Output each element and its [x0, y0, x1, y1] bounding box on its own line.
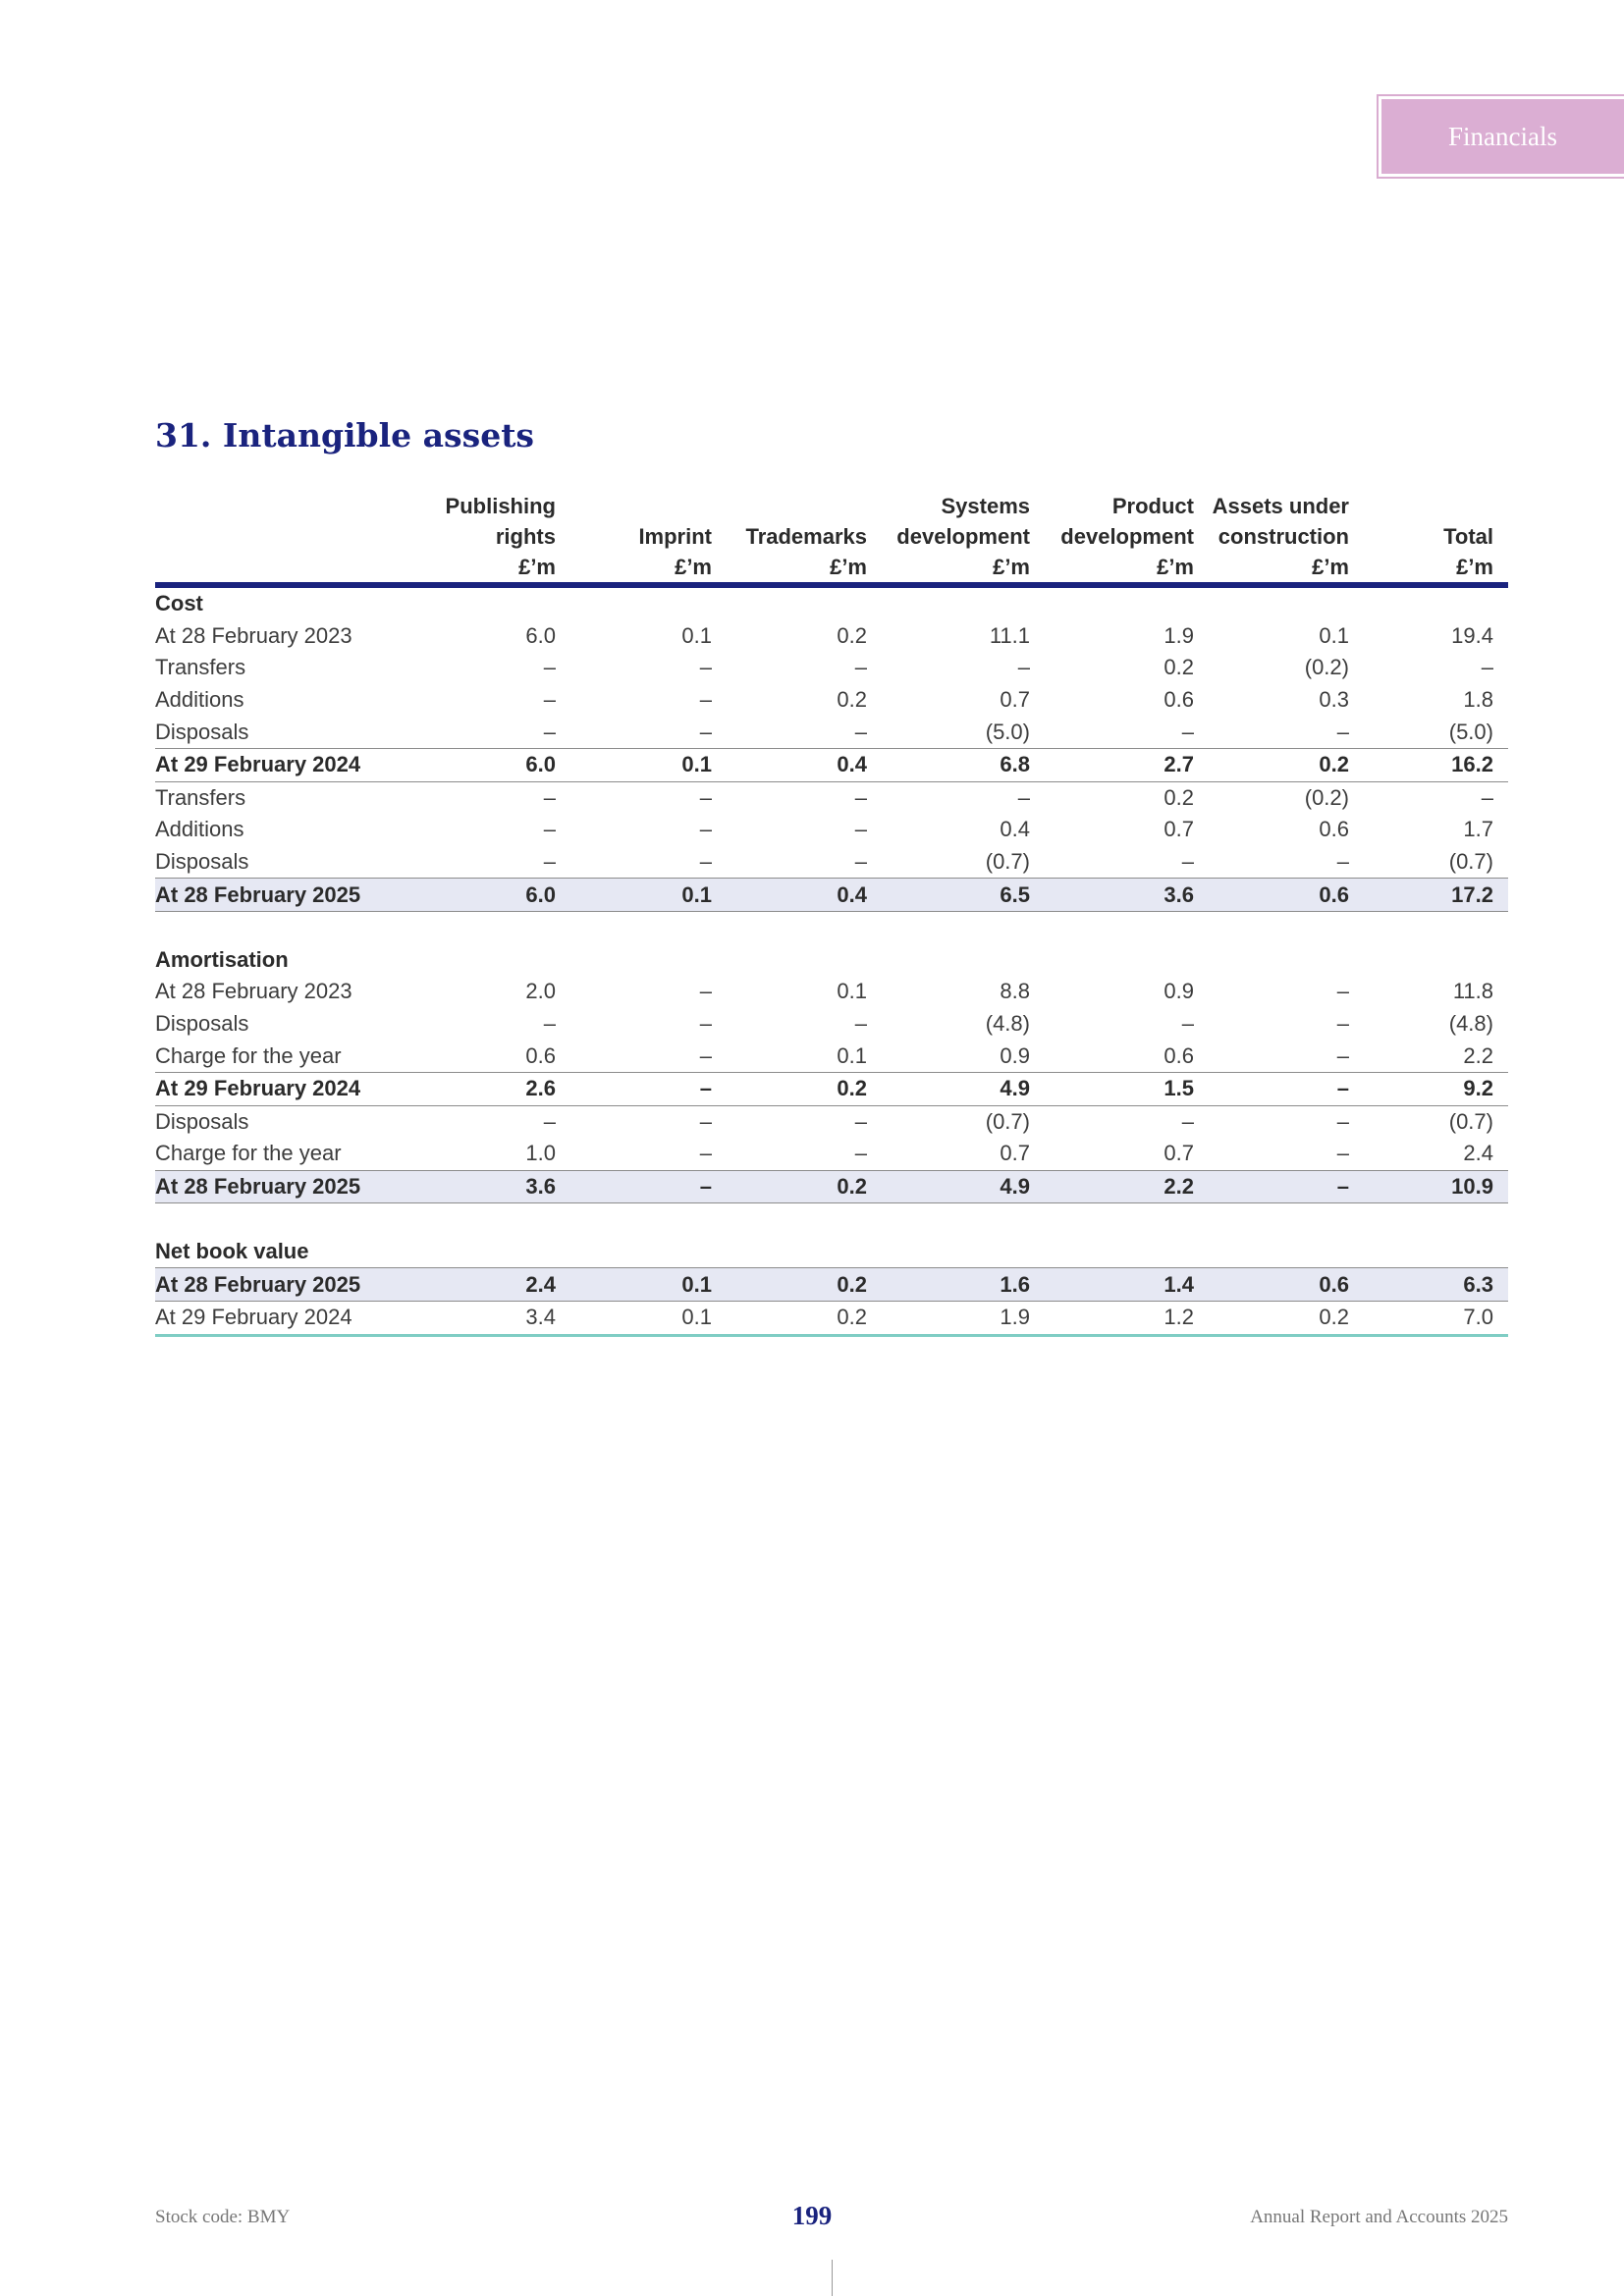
value-cell: – [543, 1108, 556, 1134]
value-cell: 0.9 [1000, 1042, 1030, 1068]
value-cell [570, 585, 727, 620]
value-cell: 0.1 [1319, 622, 1349, 648]
column-header: Imprint £’m [638, 524, 712, 579]
table-row [155, 976, 1508, 1008]
page-divider [832, 2260, 833, 2296]
value-cell: 0.2 [1209, 748, 1364, 781]
value-cell: – [1017, 784, 1030, 810]
value-cell: 7.0 [1364, 1302, 1508, 1336]
table-row [155, 1268, 1508, 1302]
value-cell: 4.9 [882, 1072, 1045, 1105]
value-cell: 0.7 [1164, 817, 1194, 842]
value-cell [440, 1203, 570, 1236]
value-cell: – [854, 655, 867, 680]
value-cell [1045, 911, 1209, 943]
footer-report-title: Annual Report and Accounts 2025 [1250, 2207, 1508, 2227]
value-cell: (5.0) [1448, 719, 1493, 744]
value-cell: (0.7) [985, 849, 1030, 875]
value-cell: 0.1 [570, 748, 727, 781]
value-cell: (0.7) [985, 1108, 1030, 1134]
note-title: 31. Intangible assets [155, 416, 535, 454]
value-cell: 6.0 [525, 622, 556, 648]
value-cell [727, 944, 882, 977]
value-cell: – [1017, 655, 1030, 680]
value-cell: 6.8 [882, 748, 1045, 781]
value-cell: – [854, 719, 867, 744]
value-cell: 2.6 [440, 1072, 570, 1105]
value-cell: – [854, 849, 867, 875]
value-cell: 0.4 [727, 748, 882, 781]
value-cell [727, 911, 882, 943]
column-header: Trademarks £’m [745, 524, 867, 579]
value-cell: – [854, 817, 867, 842]
value-cell: 1.0 [525, 1141, 556, 1166]
footer-stock-code: Stock code: BMY [155, 2207, 291, 2227]
value-cell [1364, 1203, 1508, 1236]
row-label: Additions [155, 817, 244, 842]
value-cell: 1.5 [1045, 1072, 1209, 1105]
value-cell: – [699, 817, 712, 842]
row-label [155, 911, 440, 943]
value-cell: – [1336, 1011, 1349, 1037]
value-cell: – [543, 784, 556, 810]
value-cell: – [1481, 784, 1493, 810]
value-cell: 3.4 [440, 1302, 570, 1336]
value-cell: – [543, 687, 556, 713]
value-cell: – [543, 817, 556, 842]
value-cell: 11.8 [1452, 979, 1493, 1004]
table-row [155, 814, 1508, 846]
value-cell [1364, 585, 1508, 620]
value-cell [1209, 585, 1364, 620]
value-cell: 3.6 [440, 1170, 570, 1203]
value-cell: 0.1 [570, 879, 727, 912]
row-label: At 29 February 2024 [155, 1302, 440, 1336]
value-cell [440, 911, 570, 943]
value-cell [882, 585, 1045, 620]
value-cell: – [1181, 1108, 1194, 1134]
row-label: Transfers [155, 784, 246, 810]
value-cell [570, 911, 727, 943]
table-row [155, 620, 1508, 653]
section-tab-label: Financials [1381, 99, 1624, 174]
value-cell: – [1181, 849, 1194, 875]
table-row [155, 748, 1508, 781]
value-cell: – [1336, 719, 1349, 744]
value-cell: – [699, 1141, 712, 1166]
value-cell: (0.2) [1304, 784, 1349, 810]
value-cell [1045, 1236, 1209, 1268]
table-row [155, 781, 1508, 814]
value-cell: – [699, 687, 712, 713]
row-label: At 28 February 2025 [155, 1170, 440, 1203]
row-label: Additions [155, 687, 244, 713]
value-cell: 0.2 [837, 622, 867, 648]
value-cell [1209, 911, 1364, 943]
value-cell: 0.9 [1164, 979, 1194, 1004]
value-cell: 0.6 [1209, 1268, 1364, 1302]
row-label: At 28 February 2025 [155, 1268, 440, 1302]
value-cell: – [543, 655, 556, 680]
value-cell [440, 585, 570, 620]
value-cell: – [1209, 1170, 1364, 1203]
value-cell: – [854, 1141, 867, 1166]
table-header-row [155, 491, 1508, 585]
value-cell: 2.2 [1463, 1042, 1493, 1068]
value-cell: 0.2 [837, 687, 867, 713]
table-row [155, 911, 1508, 943]
value-cell [1364, 944, 1508, 977]
value-cell: – [1181, 719, 1194, 744]
row-label: Disposals [155, 1108, 249, 1134]
value-cell [727, 585, 882, 620]
table-row [155, 684, 1508, 717]
row-label: At 29 February 2024 [155, 1072, 440, 1105]
value-cell [1364, 911, 1508, 943]
value-cell: 0.6 [1209, 879, 1364, 912]
value-cell: – [1336, 1108, 1349, 1134]
value-cell: 0.2 [1164, 655, 1194, 680]
value-cell: 1.2 [1045, 1302, 1209, 1336]
column-header: Assets under construction £’m [1212, 494, 1349, 579]
table-row [155, 944, 1508, 977]
value-cell: – [1336, 979, 1349, 1004]
value-cell: – [570, 1170, 727, 1203]
value-cell [570, 1203, 727, 1236]
value-cell [1045, 1203, 1209, 1236]
value-cell: 6.0 [440, 879, 570, 912]
table-row [155, 1040, 1508, 1072]
value-cell [882, 911, 1045, 943]
value-cell [1364, 1236, 1508, 1268]
value-cell: 3.6 [1045, 879, 1209, 912]
table-row [155, 1170, 1508, 1203]
value-cell: 1.7 [1463, 817, 1493, 842]
header-label-cell [155, 491, 440, 585]
value-cell [570, 1236, 727, 1268]
row-label [155, 1203, 440, 1236]
table-row [155, 1203, 1508, 1236]
table-row [155, 1105, 1508, 1138]
value-cell: – [1209, 1072, 1364, 1105]
value-cell: 0.4 [727, 879, 882, 912]
value-cell: – [699, 1108, 712, 1134]
value-cell: – [854, 1108, 867, 1134]
section-tab [1377, 94, 1624, 179]
value-cell: 0.1 [681, 622, 712, 648]
value-cell: – [854, 1011, 867, 1037]
value-cell [1209, 1236, 1364, 1268]
value-cell: 4.9 [882, 1170, 1045, 1203]
value-cell: – [1336, 1141, 1349, 1166]
value-cell: 0.2 [1209, 1302, 1364, 1336]
value-cell [882, 1236, 1045, 1268]
value-cell: 2.7 [1045, 748, 1209, 781]
value-cell: 0.7 [1000, 687, 1030, 713]
value-cell: 0.4 [1000, 817, 1030, 842]
value-cell [1209, 1203, 1364, 1236]
value-cell: – [1336, 849, 1349, 875]
value-cell: 11.1 [989, 622, 1030, 648]
value-cell: – [570, 1072, 727, 1105]
table-row [155, 1302, 1508, 1336]
value-cell: 6.0 [440, 748, 570, 781]
value-cell: 1.9 [1164, 622, 1194, 648]
row-label: At 28 February 2025 [155, 879, 440, 912]
value-cell: 2.2 [1045, 1170, 1209, 1203]
column-header: Publishing rights £’m [445, 494, 556, 579]
value-cell: 0.3 [1319, 687, 1349, 713]
value-cell: 9.2 [1364, 1072, 1508, 1105]
column-header: Systems development £’m [896, 494, 1030, 579]
value-cell: 0.1 [837, 1042, 867, 1068]
value-cell: 2.4 [440, 1268, 570, 1302]
value-cell: 17.2 [1364, 879, 1508, 912]
value-cell: – [699, 979, 712, 1004]
value-cell: (4.8) [1448, 1011, 1493, 1037]
intangible-assets-table [155, 491, 1508, 1337]
value-cell: 0.6 [1164, 687, 1194, 713]
value-cell: – [699, 1042, 712, 1068]
value-cell: – [699, 655, 712, 680]
value-cell [727, 1236, 882, 1268]
row-label: Cost [155, 591, 203, 616]
value-cell: – [1481, 655, 1493, 680]
value-cell [1045, 585, 1209, 620]
row-label: Charge for the year [155, 1042, 342, 1068]
value-cell: 1.6 [882, 1268, 1045, 1302]
value-cell: 0.2 [727, 1302, 882, 1336]
table-row [155, 652, 1508, 684]
table-row [155, 846, 1508, 879]
value-cell: 0.6 [1164, 1042, 1194, 1068]
row-label: At 28 February 2023 [155, 622, 352, 648]
row-label: At 28 February 2023 [155, 979, 352, 1004]
value-cell: 0.6 [525, 1042, 556, 1068]
row-label: Disposals [155, 719, 249, 744]
value-cell: – [854, 784, 867, 810]
table-row [155, 1008, 1508, 1041]
value-cell: 2.4 [1463, 1141, 1493, 1166]
value-cell: 1.9 [882, 1302, 1045, 1336]
value-cell: 0.7 [1000, 1141, 1030, 1166]
table-row [155, 716, 1508, 748]
value-cell: 1.8 [1463, 687, 1493, 713]
value-cell: 0.2 [727, 1170, 882, 1203]
value-cell [882, 944, 1045, 977]
value-cell [440, 944, 570, 977]
value-cell: – [699, 719, 712, 744]
value-cell: 19.4 [1451, 622, 1493, 648]
value-cell: (0.7) [1448, 849, 1493, 875]
value-cell: 6.5 [882, 879, 1045, 912]
table-body [155, 585, 1508, 1335]
row-label: Charge for the year [155, 1141, 342, 1166]
column-header: Total £’m [1443, 524, 1493, 579]
value-cell: 2.0 [525, 979, 556, 1004]
value-cell: 0.2 [727, 1268, 882, 1302]
row-label: Disposals [155, 1011, 249, 1037]
row-label: Net book value [155, 1239, 309, 1264]
table-row [155, 879, 1508, 912]
value-cell [1209, 944, 1364, 977]
value-cell [882, 1203, 1045, 1236]
value-cell: 0.1 [570, 1302, 727, 1336]
value-cell: (5.0) [985, 719, 1030, 744]
value-cell: 16.2 [1364, 748, 1508, 781]
value-cell: 0.6 [1319, 817, 1349, 842]
value-cell: 0.2 [727, 1072, 882, 1105]
value-cell: – [543, 849, 556, 875]
table-row [155, 1072, 1508, 1105]
value-cell: – [699, 849, 712, 875]
value-cell: 10.9 [1364, 1170, 1508, 1203]
value-cell: – [1336, 1042, 1349, 1068]
row-label: Transfers [155, 655, 246, 680]
value-cell [727, 1203, 882, 1236]
value-cell: (0.7) [1448, 1108, 1493, 1134]
column-header: Product development £’m [1060, 494, 1194, 579]
value-cell: – [699, 784, 712, 810]
value-cell: (4.8) [985, 1011, 1030, 1037]
value-cell: 0.2 [1164, 784, 1194, 810]
value-cell [440, 1236, 570, 1268]
row-label: Amortisation [155, 946, 289, 972]
value-cell: 0.1 [837, 979, 867, 1004]
table-row [155, 1236, 1508, 1268]
value-cell: 0.1 [570, 1268, 727, 1302]
value-cell: 0.7 [1164, 1141, 1194, 1166]
table-row [155, 585, 1508, 620]
table-row [155, 1138, 1508, 1170]
value-cell: – [699, 1011, 712, 1037]
value-cell: – [1181, 1011, 1194, 1037]
value-cell: 6.3 [1364, 1268, 1508, 1302]
value-cell: 8.8 [1000, 979, 1030, 1004]
row-label: At 29 February 2024 [155, 748, 440, 781]
row-label: Disposals [155, 849, 249, 875]
value-cell: – [543, 1011, 556, 1037]
value-cell: – [543, 719, 556, 744]
value-cell: 1.4 [1045, 1268, 1209, 1302]
value-cell [570, 944, 727, 977]
value-cell: (0.2) [1304, 655, 1349, 680]
value-cell [1045, 944, 1209, 977]
